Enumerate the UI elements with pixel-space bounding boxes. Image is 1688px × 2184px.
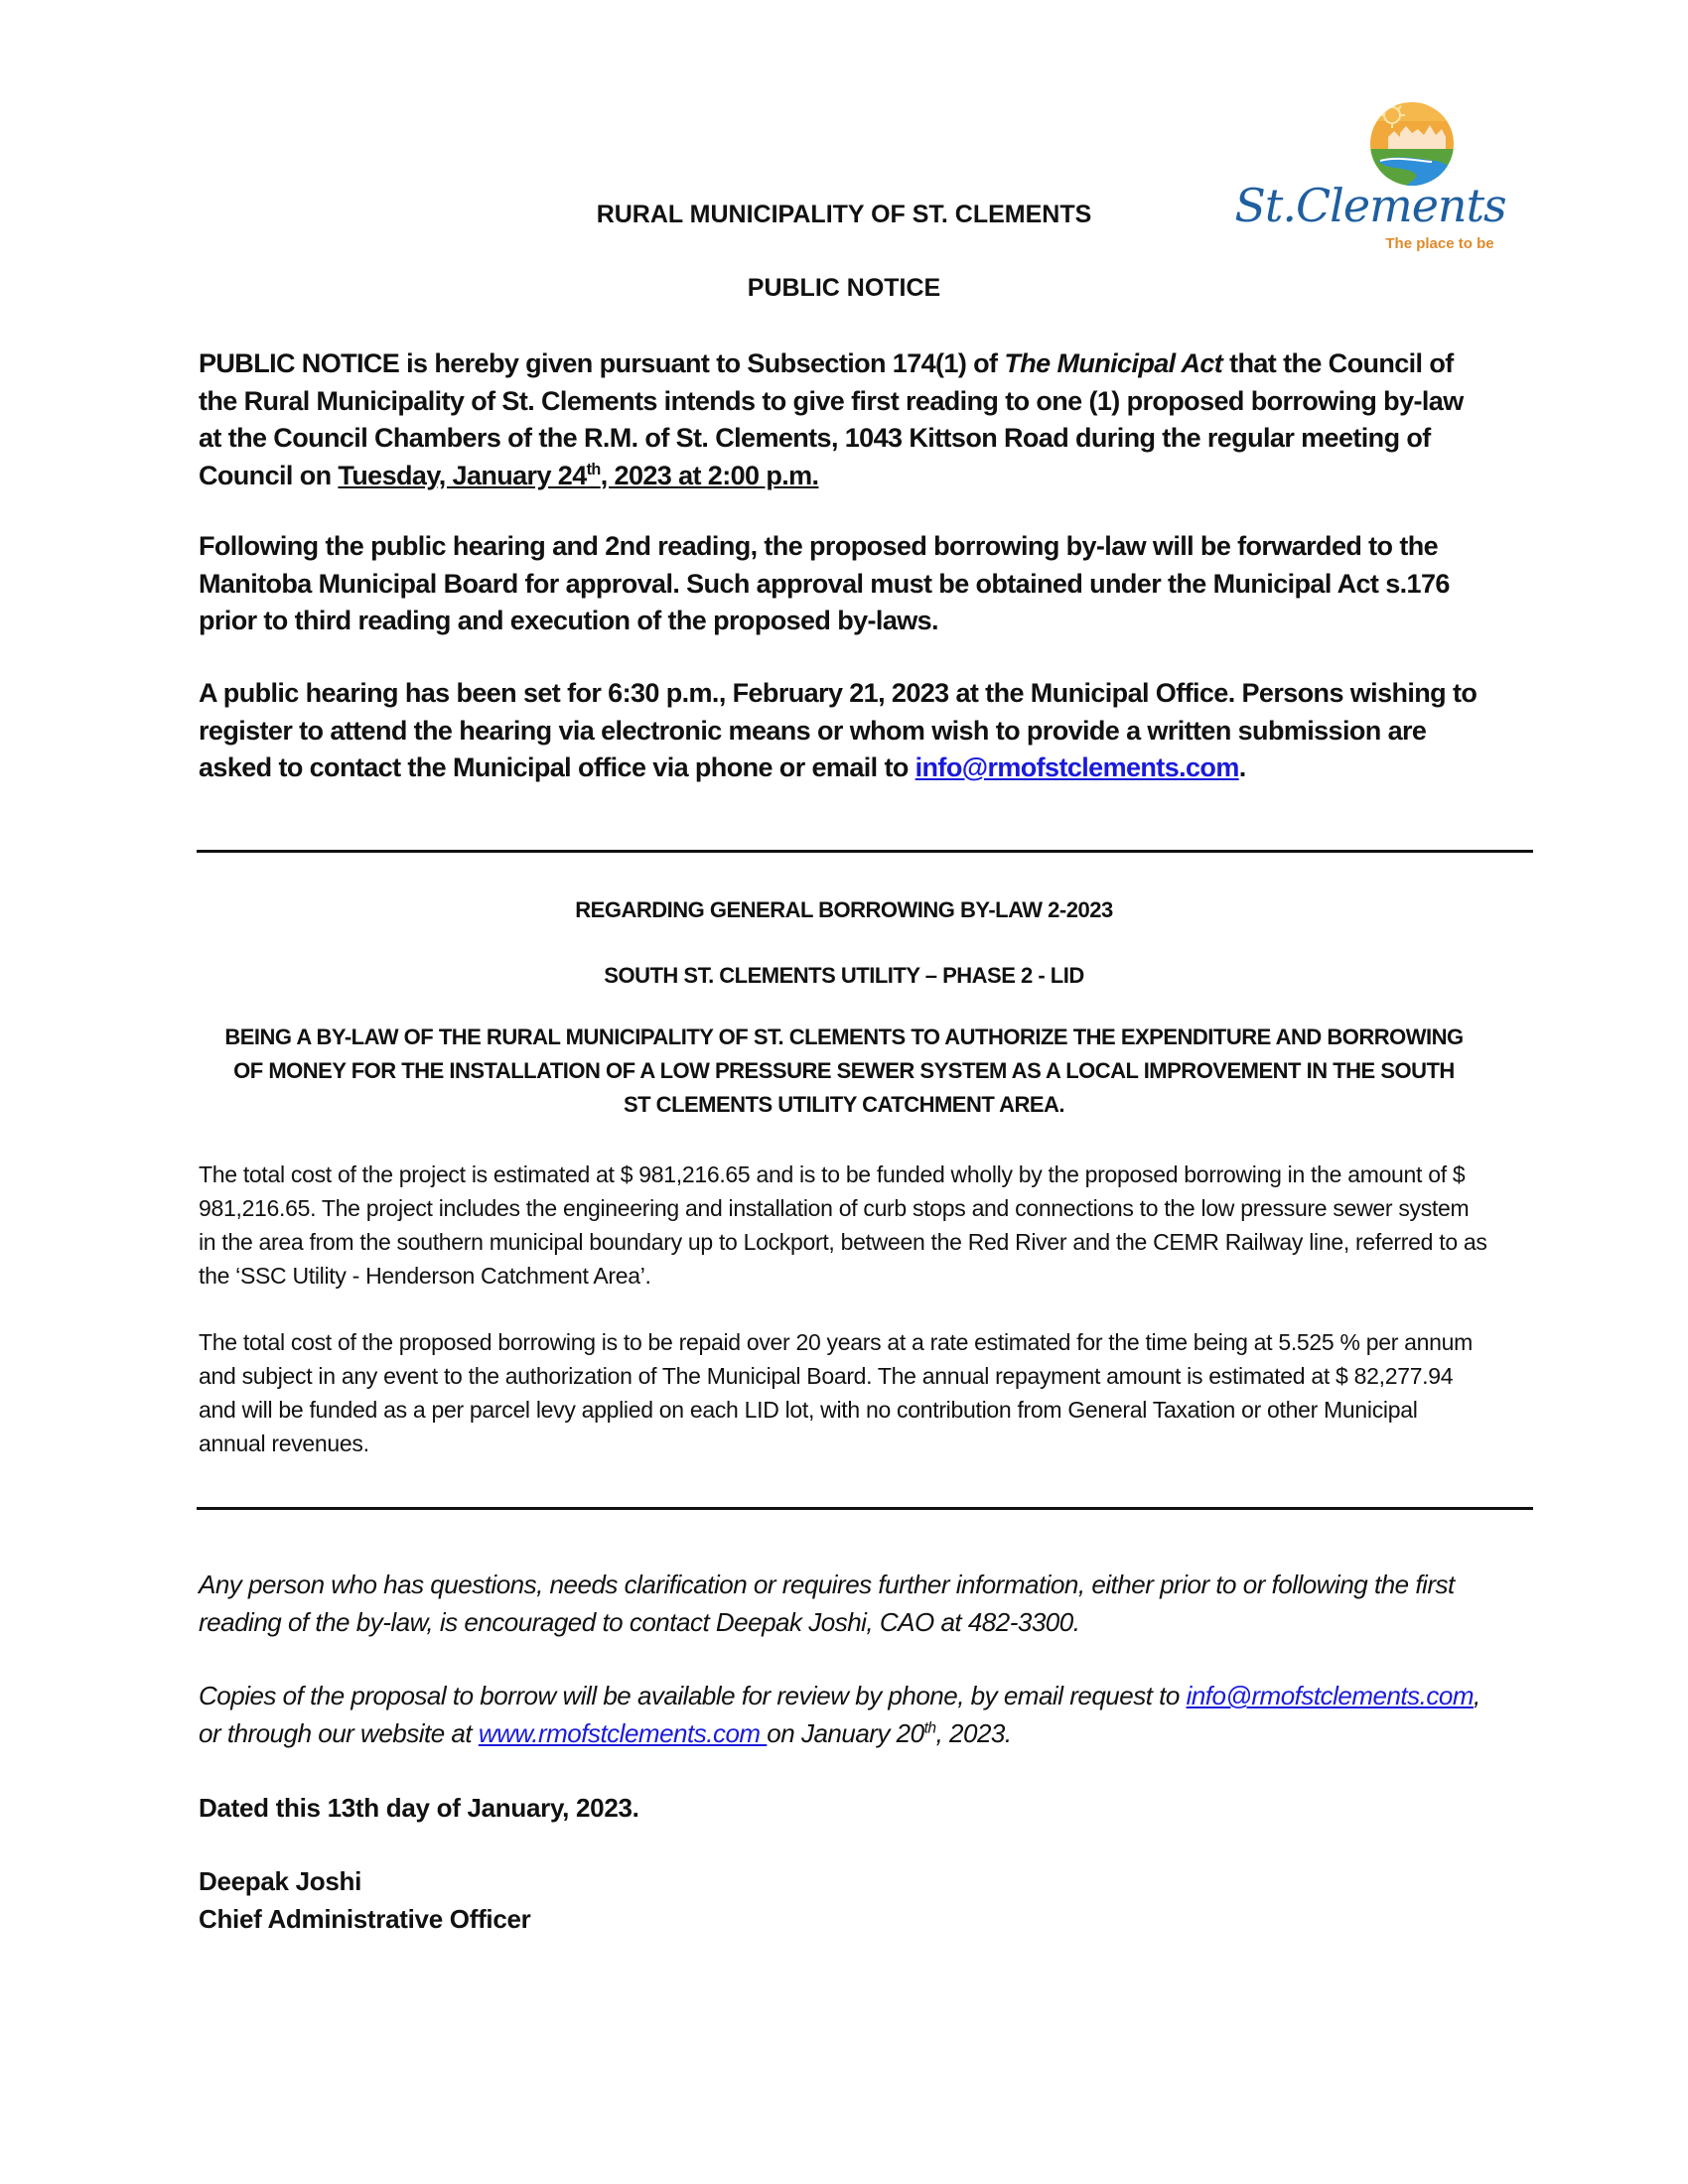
meeting-date-sup: th bbox=[586, 460, 601, 478]
availability-date-sup: th bbox=[923, 1718, 936, 1736]
municipal-act-title: The Municipal Act bbox=[1004, 348, 1223, 378]
copies-text: Copies of the proposal to borrow will be available for review by phone, by email request to bbox=[199, 1681, 1187, 1710]
logo-tagline: The place to be bbox=[1385, 235, 1494, 252]
notice-paragraph-reading bbox=[199, 345, 1489, 494]
copies-paragraph bbox=[199, 1678, 1489, 1752]
p3-text: A public hearing has been set for 6:30 p.m., February 21, 2023 at the Municipal Office. Persons wishing to register to attend the hearing via electronic means or whom wish to provide a written submission are asked to contact the Municipal office via phone or email to bbox=[199, 678, 1477, 782]
notice-paragraph-approval: Following the public hearing and 2nd reading, the proposed borrowing by-law will be forwarded to the Manitoba Municipal Board for approval. Such approval must be obtained under the Municipal Act s.176 prior to third reading and execution of the proposed by-laws. bbox=[199, 531, 1450, 635]
meeting-date-text: Tuesday, January 24 bbox=[338, 460, 587, 490]
notice-paragraph-hearing bbox=[199, 675, 1489, 787]
copies-email-link[interactable]: info@rmofstclements.com bbox=[1186, 1681, 1474, 1710]
signature-block bbox=[199, 1863, 531, 1938]
contact-paragraph: Any person who has questions, needs clarification or requires further information, either prior to or following the first reading of the by-law, is encouraged to contact Deepak Joshi, CAO at 482-3300. bbox=[199, 1570, 1455, 1637]
logo-wordmark: St.Clements bbox=[1234, 179, 1506, 232]
bylaw-project-title: SOUTH ST. CLEMENTS UTILITY – PHASE 2 - LID bbox=[604, 963, 1084, 988]
dated-line: Dated this 13th day of January, 2023. bbox=[199, 1793, 639, 1823]
meeting-time-text: , 2023 at 2:00 p.m. bbox=[600, 460, 819, 490]
municipality-title: RURAL MUNICIPALITY OF ST. CLEMENTS bbox=[596, 201, 1092, 228]
divider-top bbox=[197, 850, 1533, 853]
p1-text-cont: that the Council of the Rural Municipality of St. Clements intends to give first reading to one (1) proposed borrowing by-law at the Council Chambers of the R.M. of St. Clements, 1043 Kittson Road during the regular meeting of Council on bbox=[199, 348, 1464, 490]
signatory-name: Deepak Joshi bbox=[199, 1866, 362, 1896]
copies-text-mid: , or through our website at bbox=[199, 1681, 1480, 1748]
availability-year: , 2023. bbox=[935, 1717, 1012, 1748]
divider-bottom bbox=[197, 1507, 1533, 1510]
repayment-paragraph: The total cost of the proposed borrowing is to be repaid over 20 years at a rate estimated for the time being at 5.525 % per annum and subject in any event to the authorization of The Municipal Board. The annual repayment amount is estimated at $ 82,277.94 and will be funded as a per parcel levy applied on each LID lot, with no contribution from General Taxation or other Municipal annual revenues. bbox=[199, 1329, 1473, 1456]
signatory-title: Chief Administrative Officer bbox=[199, 1903, 531, 1934]
p1-text: PUBLIC NOTICE is hereby given pursuant to Subsection 174(1) of bbox=[199, 348, 1005, 378]
availability-date: on January 20 bbox=[767, 1717, 924, 1748]
meeting-date bbox=[338, 461, 818, 490]
website-link[interactable]: www.rmofstclements.com bbox=[478, 1717, 768, 1748]
email-link[interactable]: info@rmofstclements.com bbox=[914, 752, 1239, 782]
logo-emblem-icon bbox=[1221, 99, 1519, 189]
p3-period: . bbox=[1238, 752, 1246, 782]
bylaw-heading: REGARDING GENERAL BORROWING BY-LAW 2-2023 bbox=[575, 897, 1113, 922]
bylaw-purpose: BEING A BY-LAW OF THE RURAL MUNICIPALITY OF ST. CLEMENTS TO AUTHORIZE THE EXPENDITURE AND BORROWING OF MONEY FOR THE INSTALLATION OF A LOW PRESSURE SEWER SYSTEM AS A LOCAL IMPROVEMENT IN THE SOUTH ST CLEMENTS UTILITY CATCHMENT AREA. bbox=[224, 1024, 1464, 1117]
notice-title: PUBLIC NOTICE bbox=[747, 274, 941, 302]
project-cost-paragraph: The total cost of the project is estimated at $ 981,216.65 and is to be funded wholly by the proposed borrowing in the amount of $ 981,216.65. The project includes the engineering and installation of curb stops and connections to the low pressure sewer system in the area from the southern municipal boundary up to Lockport, between the Red River and the CEMR Railway line, referred to as the ‘SSC Utility - Henderson Catchment Area’. bbox=[199, 1161, 1487, 1289]
st-clements-logo bbox=[1221, 99, 1519, 258]
